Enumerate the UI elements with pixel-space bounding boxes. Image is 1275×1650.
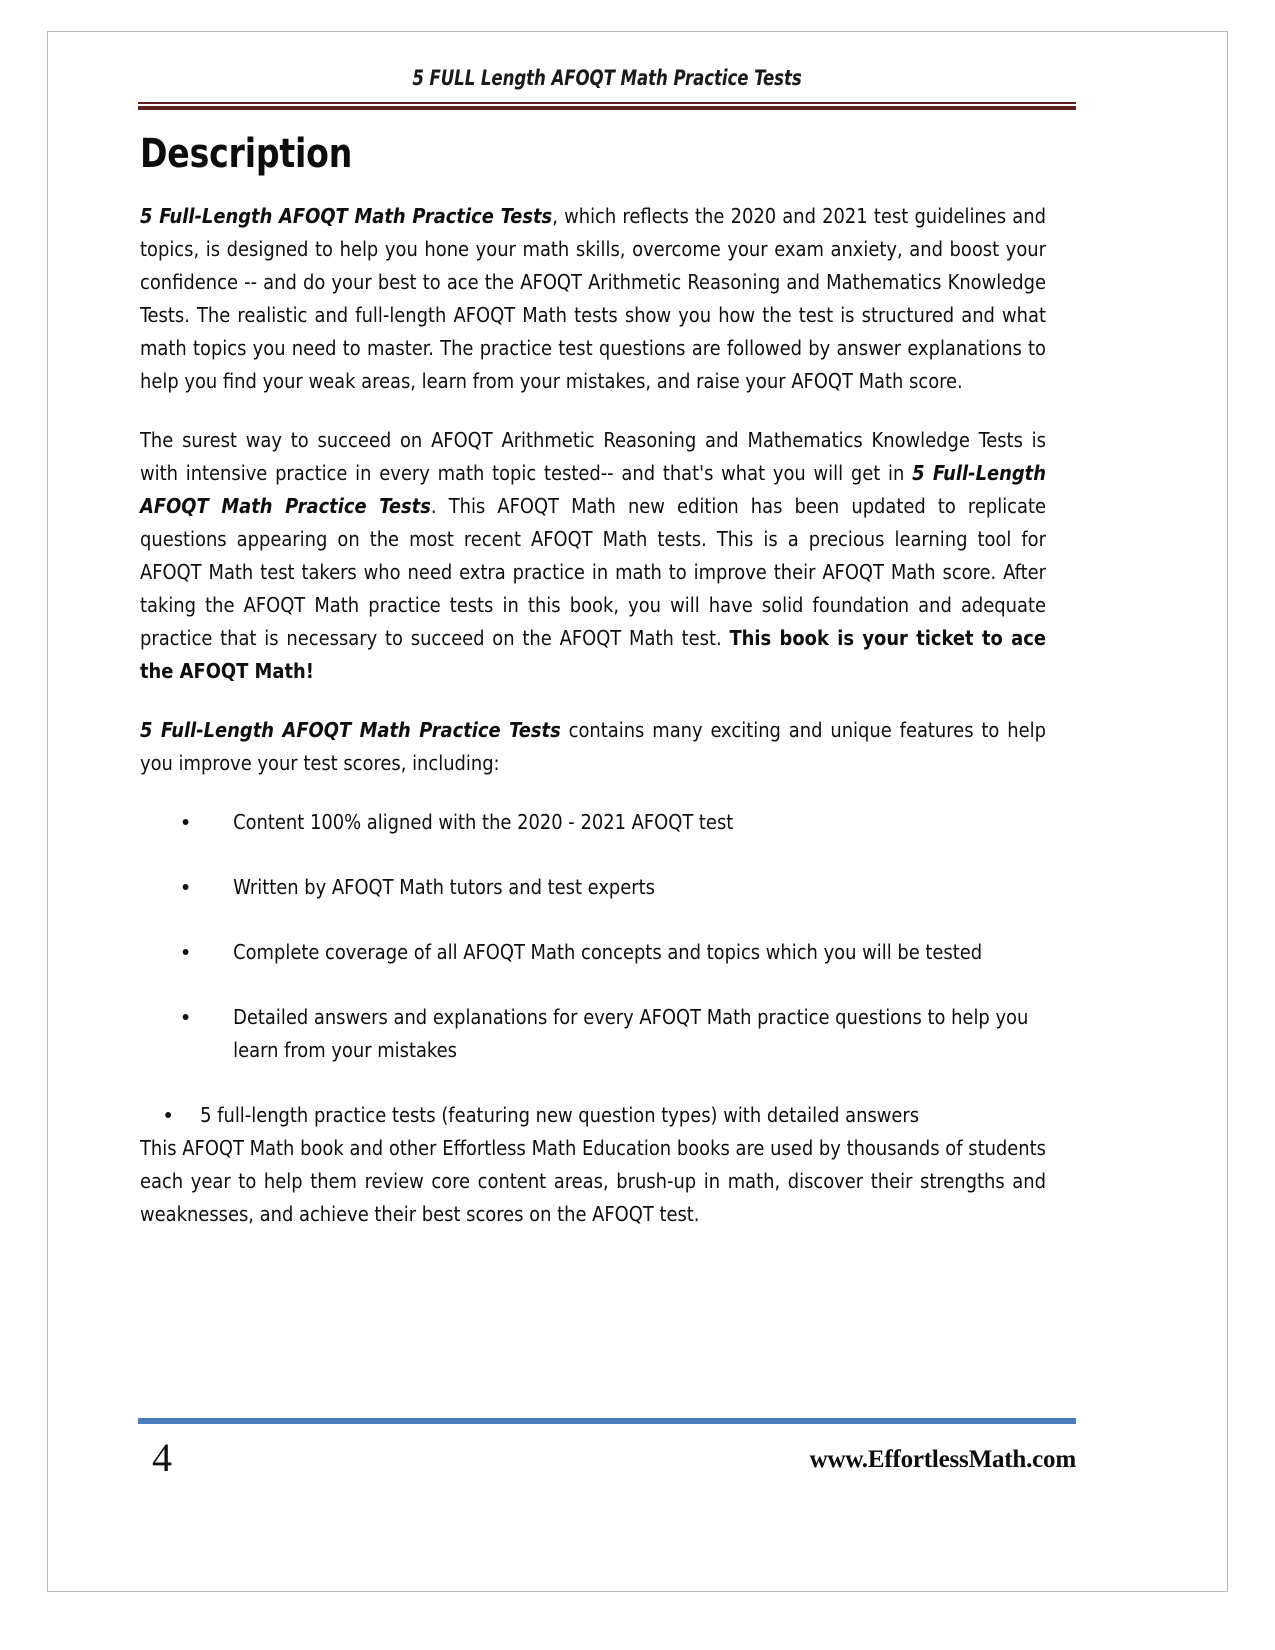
header-divider-rule: [138, 102, 1076, 109]
feature-list-item: [140, 936, 1046, 969]
emphasis-run: 5 Full-Length AFOQT Math Practice Tests: [140, 204, 553, 228]
page-header: [138, 66, 1076, 109]
feature-list-item-label: Written by AFOQT Math tutors and test experts: [233, 875, 655, 899]
feature-list-item: [140, 1099, 1046, 1132]
bullet-dot-icon: [183, 1014, 189, 1020]
emphasis-run: 5 Full-Length AFOQT Math Practice Tests: [140, 718, 561, 742]
bullet-dot-icon: [165, 1112, 171, 1118]
header-rule-bottom-line: [138, 106, 1076, 110]
paragraph-intro: 5 Full-Length AFOQT Math Practice Tests, which reflects the 2020 and 2021 test guidelines and topics, is designed to help you hone your math skills, overcome your exam anxiety, and boost your confidence -- and do your best to ace the AFOQT Arithmetic Reasoning and Mathematics Knowledge Tests. The realistic and full-length AFOQT Math tests show you how the test is structured and what math topics you need to master. The practice test questions are followed by answer explanations to help you find your weak areas, learn from your mistakes, and raise your AFOQT Math score.: [140, 204, 1046, 393]
section-heading-description: Description: [140, 131, 353, 177]
emphasis-run: This book is your ticket to ace the AFOQT Math!: [140, 626, 1046, 683]
bullet-dot-icon: [183, 884, 189, 890]
header-rule-top-line: [138, 102, 1076, 104]
bullet-dot-icon: [183, 819, 189, 825]
bullet-dot-icon: [183, 949, 189, 955]
feature-list-item-label: Content 100% aligned with the 2020 - 2021 AFOQT test: [233, 810, 734, 834]
feature-list-item: [140, 1001, 1046, 1067]
page-number: 4: [152, 1435, 172, 1480]
page-footer: [138, 1418, 1076, 1478]
document-body: [140, 131, 1074, 1231]
feature-list-item: [140, 871, 1046, 904]
feature-list-item-label: Complete coverage of all AFOQT Math concepts and topics which you will be tested: [233, 940, 983, 964]
feature-list-item: [140, 806, 1046, 839]
footer-content-row: [138, 1435, 1076, 1480]
feature-bullet-list: [140, 806, 1074, 1132]
running-head-title: 5 FULL Length AFOQT Math Practice Tests: [412, 66, 802, 90]
paragraph-features-lead-in: 5 Full-Length AFOQT Math Practice Tests contains many exciting and unique features to help you improve your test scores, including:: [140, 718, 1046, 775]
emphasis-run: 5 Full-Length AFOQT Math Practice Tests: [140, 461, 1046, 518]
footer-divider-rule: [138, 1418, 1076, 1424]
feature-list-item-label: 5 full-length practice tests (featuring new question types) with detailed answers: [200, 1103, 920, 1127]
footer-website-link[interactable]: www.EffortlessMath.com: [809, 1446, 1076, 1473]
paragraph-closing: This AFOQT Math book and other Effortless Math Education books are used by thousands of students each year to help them review core content areas, brush-up in math, discover their strengths and weaknesses, and achieve their best scores on the AFOQT test.: [140, 1136, 1046, 1226]
paragraph-surest-way: The surest way to succeed on AFOQT Arithmetic Reasoning and Mathematics Knowledge Tests is with intensive practice in every math topic tested-- and that's what you will get in 5 Full-Length AFOQT Math Practice Tests. This AFOQT Math new edition has been updated to replicate questions appearing on the most recent AFOQT Math tests. This is a precious learning tool for AFOQT Math test takers who need extra practice in math to improve their AFOQT Math score. After taking the AFOQT Math practice tests in this book, you will have solid foundation and adequate practice that is necessary to succeed on the AFOQT Math test. This book is your ticket to ace the AFOQT Math!: [140, 428, 1046, 683]
feature-list-item-label: Detailed answers and explanations for every AFOQT Math practice questions to help you learn from your mistakes: [233, 1005, 1029, 1062]
